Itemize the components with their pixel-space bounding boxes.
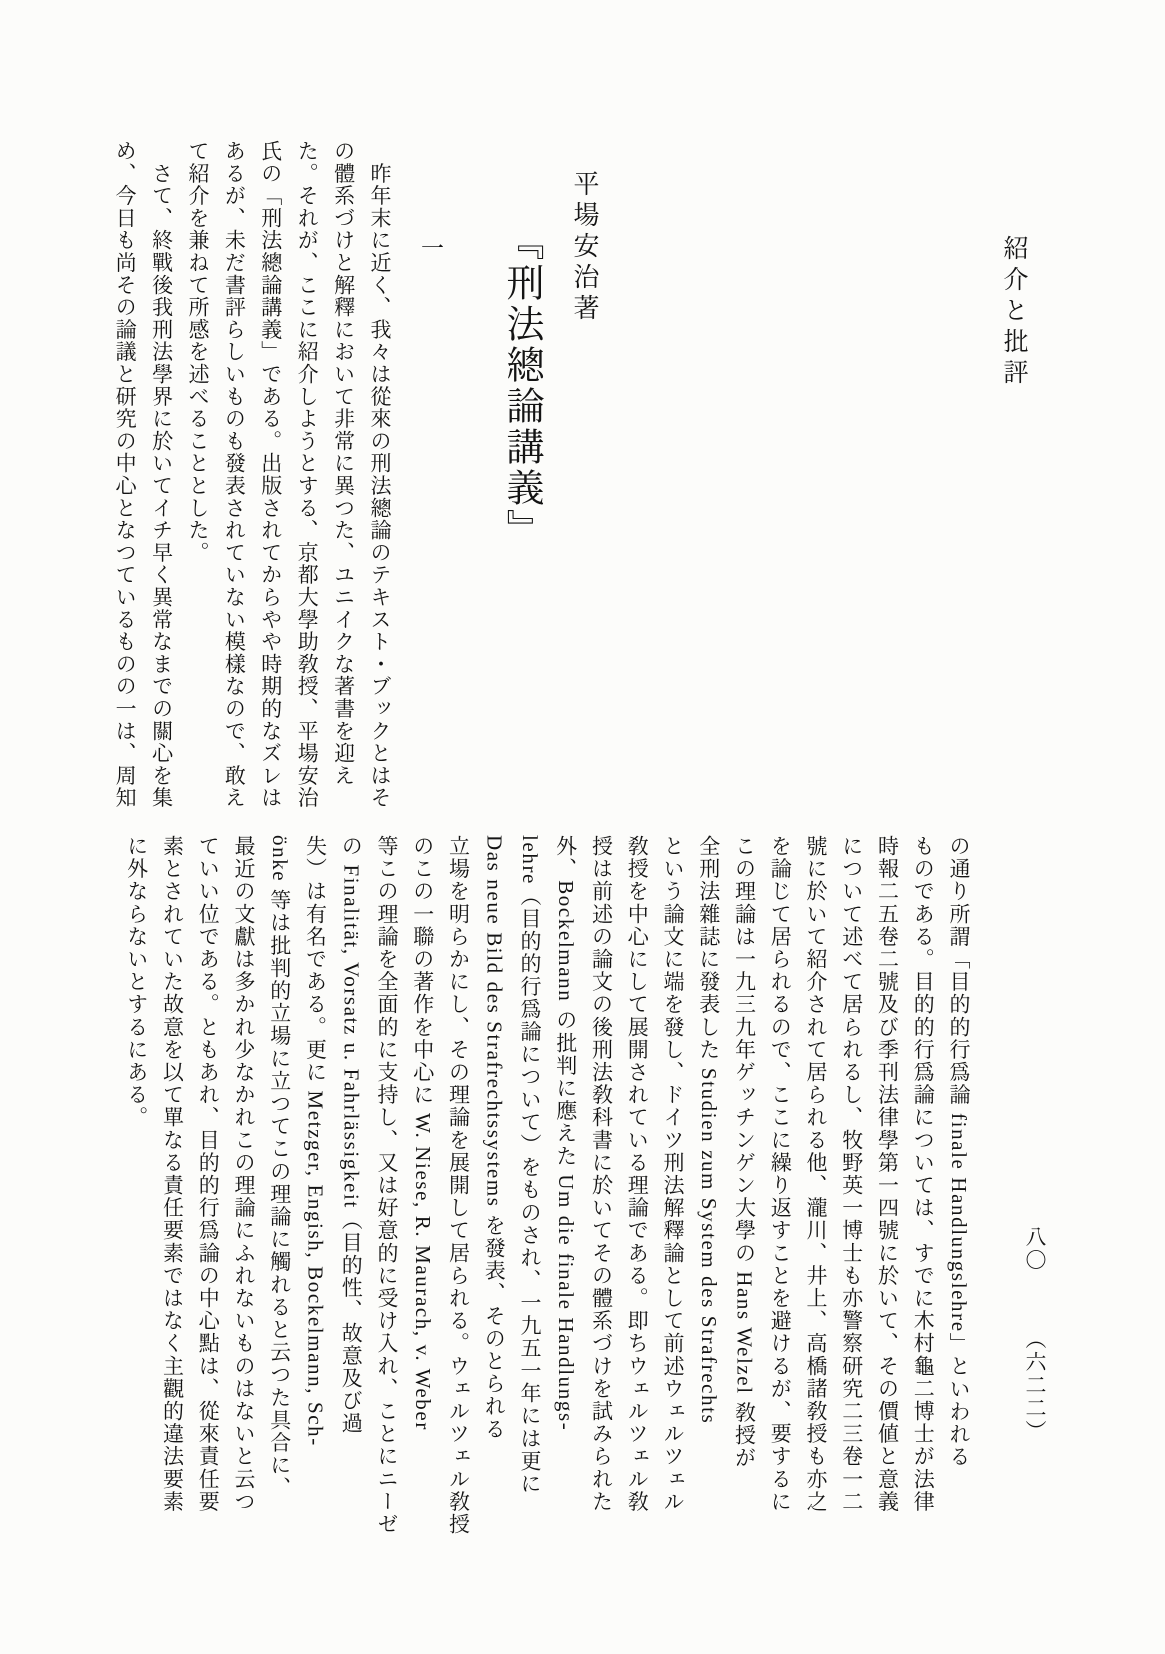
text-column: 敎授を中心にして展開されている理論である。即ちウェルツェル敎 bbox=[625, 835, 650, 1513]
text-column: さて、終戰後我刑法學界に於いてイチ早く異常なまでの關心を集 bbox=[149, 140, 174, 809]
text-column: 失）は有名である。更に Metzger, Engish, Bockelmann, Sch- bbox=[303, 835, 328, 1447]
section-number: 一 bbox=[418, 236, 443, 259]
book-title: 『刑法總論講義』 bbox=[500, 222, 542, 550]
text-column: め、今日も尚その論議と研究の中心となつているものの一は、周知 bbox=[113, 140, 138, 809]
text-column: 外、Bockelmann の批判に應えた Um die finale Handlungs- bbox=[553, 835, 578, 1432]
text-column: の體系づけと解釋において非常に異つた、ユニイクな著書を迎え bbox=[331, 140, 356, 787]
text-column: ものである。目的的行爲論については、すでに木村龜二博士が法律 bbox=[911, 835, 936, 1513]
text-column: この理論は一九三九年ゲッチンゲン大學の Hans Welzel 敎授が bbox=[732, 835, 757, 1470]
text-column: て紹介を兼ねて所感を述べることとした。 bbox=[185, 140, 210, 564]
text-column: lehre（目的的行爲論について）をものされ、一九五一年には更に bbox=[518, 835, 542, 1496]
text-column: 全刑法雜誌に發表した Studien zum System des Strafrechts bbox=[696, 835, 721, 1425]
text-column: 授は前述の論文の後刑法敎科書に於いてその體系づけを試みられた bbox=[589, 835, 614, 1513]
page-number-kanji: 八〇 bbox=[1023, 1226, 1047, 1272]
text-column: 氏の「刑法總論講義」である。出版されてからやや時期的なズレは bbox=[258, 140, 283, 809]
page-number bbox=[1020, 1226, 1050, 1486]
text-column: 立場を明らかにし、その理論を展開して居られる。ウェルツェル敎授 bbox=[446, 835, 471, 1536]
text-column: という論文に端を發し、ドイツ刑法解釋論として前述ウェルツェル bbox=[661, 835, 685, 1513]
text-column: önke 等は批判的立場に立つてこの理論に觸れると云つた具合に、 bbox=[267, 835, 292, 1500]
text-column: Das neue Bild des Strafrechtssystems を發表、そのとられる bbox=[482, 835, 507, 1441]
text-column: 等この理論を全面的に支持し、又は好意的に受け入れ、ことにニーゼ bbox=[375, 835, 399, 1536]
text-column: あるが、未だ書評らしいものも發表されていない模樣なので、敢え bbox=[222, 140, 247, 809]
running-head: 紹介と批評 bbox=[1000, 235, 1027, 390]
text-column: の Finalität, Vorsatz u. Fahrlässigkeit（目的性、故意及び過 bbox=[339, 835, 364, 1435]
text-column: 昨年末に近く、我々は從來の刑法總論のテキスト・ブックとはそ bbox=[368, 140, 392, 809]
text-column: のこの一聯の著作を中心に W. Niese, R. Maurach, v. Weber bbox=[410, 835, 435, 1431]
book-author: 平場安治著 bbox=[570, 170, 599, 325]
text-column: ていい位である。ともあれ、目的的行爲論の中心點は、從來責任要 bbox=[196, 835, 221, 1513]
page-number-paren: （六二二） bbox=[1023, 1328, 1047, 1443]
intro-text-block bbox=[106, 140, 398, 832]
text-column: に外ならないとするにある。 bbox=[124, 835, 149, 1129]
text-column: の通り所謂「目的的行爲論 finale Handlungslehre」といわれる bbox=[947, 835, 971, 1469]
text-column: を論じて居られるので、ここに繰り返すことを避けるが、要するに bbox=[768, 835, 793, 1513]
text-column: について述べて居られるし、牧野英一博士も亦警察研究二三卷一二 bbox=[839, 835, 864, 1513]
main-text-block bbox=[118, 835, 976, 1577]
text-column: た。それが、ここに紹介しようとする、京都大學助敎授、平場安治 bbox=[295, 140, 320, 809]
text-column: 素とされていた故意を以て單なる責任要素ではなく主觀的違法要素 bbox=[160, 835, 185, 1513]
text-column: 最近の文獻は多かれ少なかれこの理論にふれないものはないと云つ bbox=[232, 835, 256, 1513]
text-column: 時報二五卷二號及び季刊法律學第一四號に於いて、その價値と意義 bbox=[875, 835, 900, 1513]
text-column: 號に於いて紹介されて居られる他、瀧川、井上、高橋諸敎授も亦之 bbox=[804, 835, 828, 1513]
